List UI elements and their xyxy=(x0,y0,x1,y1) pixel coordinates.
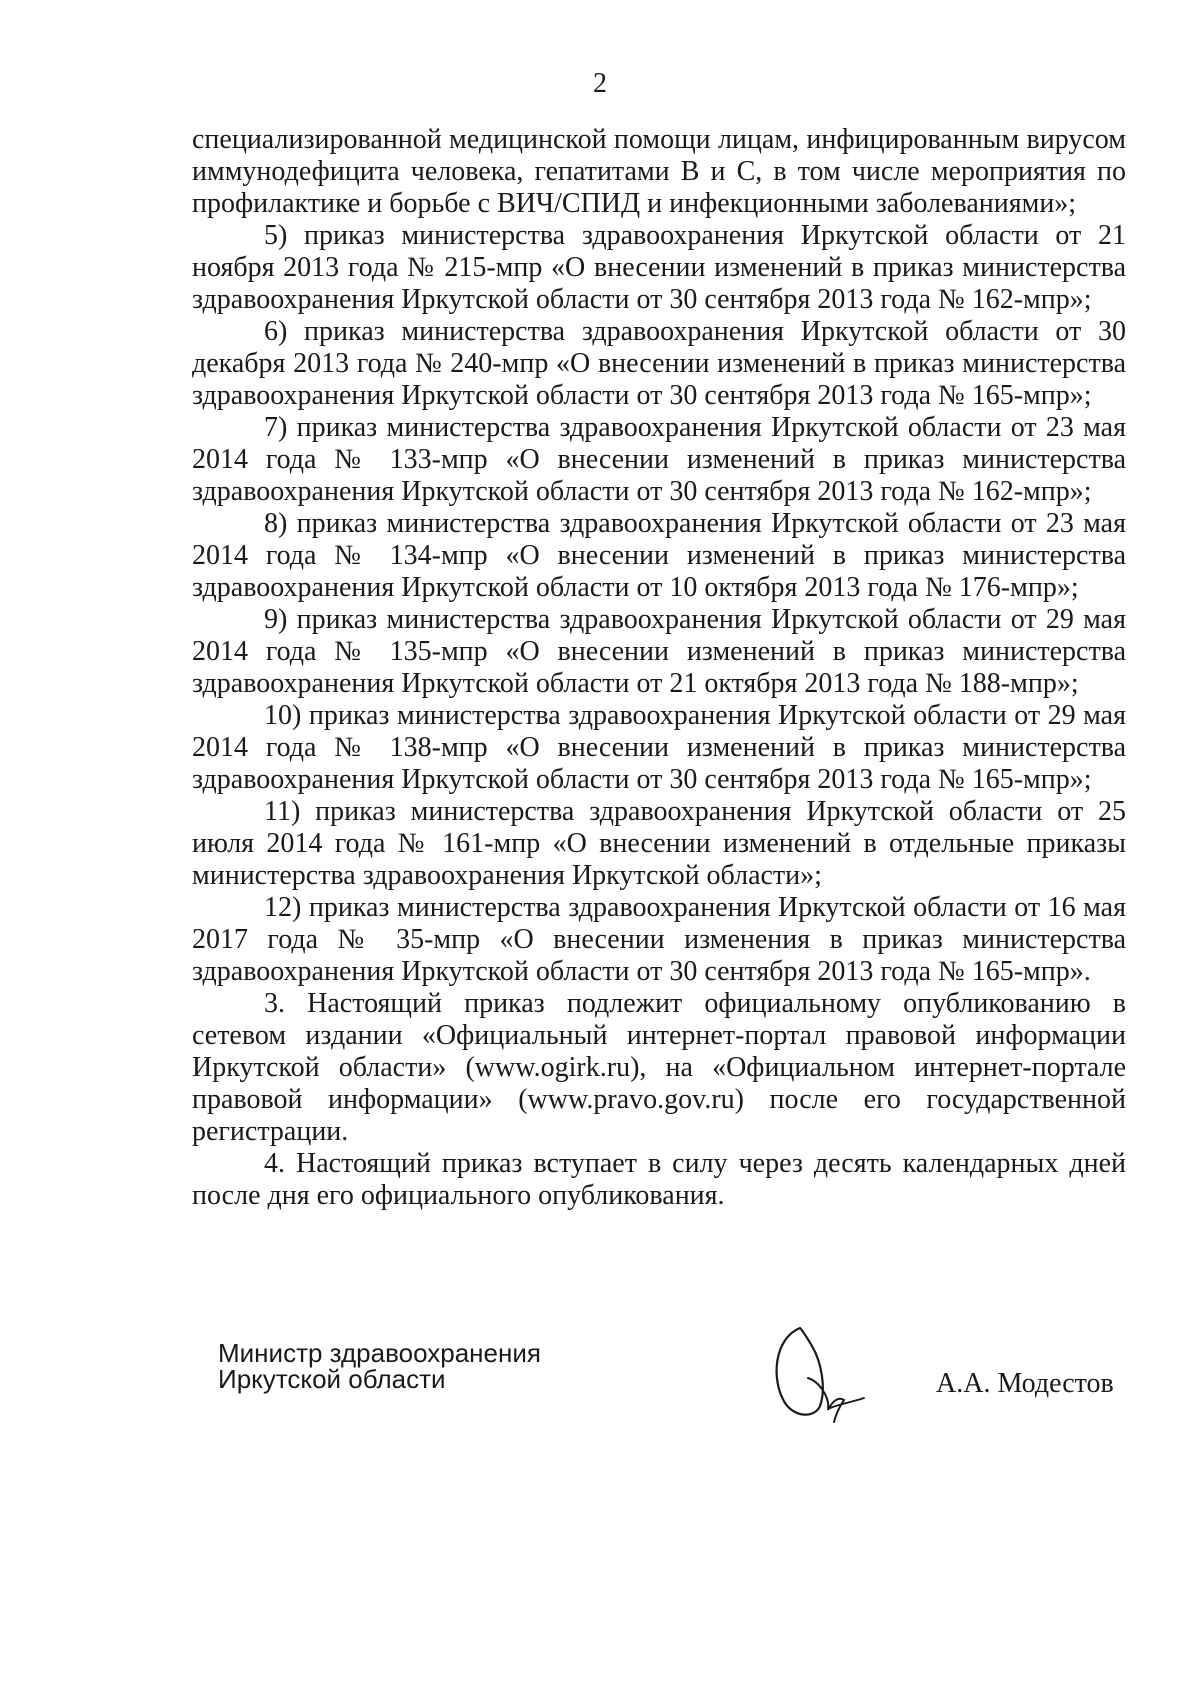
paragraph-item-6: 6) приказ министерства здравоохранения Иркутской области от 30 декабря 2013 года № 240-мпр «О внесении изменений в приказ министерства здравоохранения Иркутской области от 30 сентября 2013 года № 165-мпр»; xyxy=(192,316,1126,411)
signatory-title xyxy=(218,1340,541,1392)
paragraph-item-11: 11) приказ министерства здравоохранения Иркутской области от 25 июля 2014 года № 161-мпр «О внесении изменений в отдельные приказы министерства здравоохранения Иркутской области»; xyxy=(192,796,1126,891)
paragraph-item-7: 7) приказ министерства здравоохранения Иркутской области от 23 мая 2014 года № 133-мпр «О внесении изменений в приказ министерства здравоохранения Иркутской области от 30 сентября 2013 года № 162-мпр»; xyxy=(192,412,1126,507)
paragraph-section-4: 4. Настоящий приказ вступает в силу через десять календарных дней после дня его официального опубликования. xyxy=(192,1148,1126,1211)
paragraph-item-8: 8) приказ министерства здравоохранения Иркутской области от 23 мая 2014 года № 134-мпр «О внесении изменений в приказ министерства здравоохранения Иркутской области от 10 октября 2013 года № 176-мпр»; xyxy=(192,508,1126,603)
handwritten-signature xyxy=(760,1318,880,1428)
paragraph-item-12: 12) приказ министерства здравоохранения Иркутской области от 16 мая 2017 года № 35-мпр «О внесении изменения в приказ министерства здравоохранения Иркутской области от 30 сентября 2013 года № 165-мпр». xyxy=(192,892,1126,987)
page-number: 2 xyxy=(593,68,607,99)
paragraph-section-3: 3. Настоящий приказ подлежит официальному опубликованию в сетевом издании «Официальный интернет-портал правовой информации Иркутской области» (www.ogirk.ru), на «Официальном интернет-портале правовой информации» (www.pravo.gov.ru) после его государственной регистрации. xyxy=(192,988,1126,1147)
paragraph-item-10: 10) приказ министерства здравоохранения Иркутской области от 29 мая 2014 года № 138-мпр «О внесении изменений в приказ министерства здравоохранения Иркутской области от 30 сентября 2013 года № 165-мпр»; xyxy=(192,700,1126,795)
signatory-name: А.А. Модестов xyxy=(936,1368,1114,1399)
paragraph-item-9: 9) приказ министерства здравоохранения Иркутской области от 29 мая 2014 года № 135-мпр «О внесении изменений в приказ министерства здравоохранения Иркутской области от 21 октября 2013 года № 188-мпр»; xyxy=(192,604,1126,699)
document-body xyxy=(192,124,1126,1212)
paragraph-continuation: специализированной медицинской помощи лицам, инфицированным вирусом иммунодефицита человека, гепатитами B и C, в том числе мероприятия по профилактике и борьбе с ВИЧ/СПИД и инфекционными заболеваниями»; xyxy=(192,124,1126,219)
signatory-title-line-2: Иркутской области xyxy=(218,1364,446,1394)
paragraph-item-5: 5) приказ министерства здравоохранения Иркутской области от 21 ноября 2013 года № 215-мпр «О внесении изменений в приказ министерства здравоохранения Иркутской области от 30 сентября 2013 года № 162-мпр»; xyxy=(192,220,1126,315)
signatory-title-line-1: Министр здравоохранения xyxy=(218,1338,541,1368)
